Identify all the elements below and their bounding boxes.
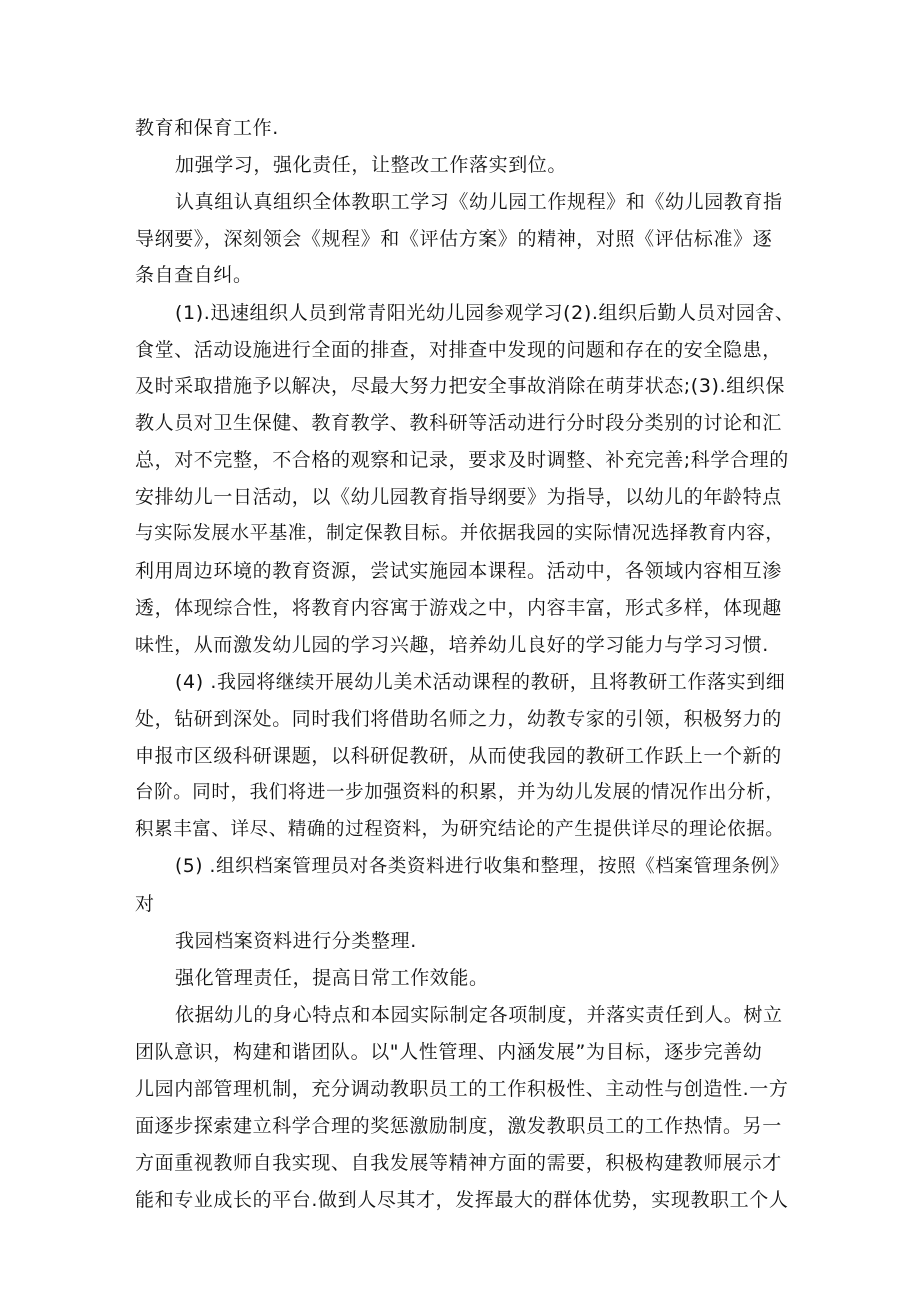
text-line: 对 xyxy=(135,893,155,915)
text-line: 教人员对卫生保健、教育教学、教科研等活动进行分时段分类别的讨论和汇 xyxy=(135,412,782,434)
text-line: 能和专业成长的平台.做到人尽其才，发挥最大的群体优势，实现教职工个人 xyxy=(135,1189,789,1211)
text-line: (1).迅速组织人员到常青阳光幼儿园参观学习(2).组织后勤人员对园舍、 xyxy=(175,302,795,324)
text-line: 味性，从而激发幼儿园的学习兴趣，培养幼儿良好的学习能力与学习习惯. xyxy=(135,634,769,656)
text-line: (5) .组织档案管理员对各类资料进行收集和整理，按照《档案管理条例》 xyxy=(175,856,789,877)
text-line: 总，对不完整，不合格的观察和记录，要求及时调整、补充完善;科学合理的 xyxy=(135,449,789,471)
text-line: 与实际发展水平基准，制定保教目标。并依据我园的实际情况选择教育内容， xyxy=(135,523,785,544)
text-line: 加强学习，强化责任，让整改工作落实到位。 xyxy=(175,154,568,176)
text-line: 依据幼儿的身心特点和本园实际制定各项制度，并落实责任到人。树立 xyxy=(175,1004,783,1026)
text-line: 食堂、活动设施进行全面的排查，对排查中发现的问题和存在的安全隐患， xyxy=(135,339,782,361)
text-line: 面逐步探索建立科学合理的奖惩激励制度，激发教职员工的工作热情。另一 xyxy=(135,1115,782,1137)
text-line: 条自查自纠。 xyxy=(135,264,253,286)
text-line: 处，钻研到深处。同时我们将借助名师之力，幼教专家的引领，积极努力的 xyxy=(135,708,782,730)
text-line: 儿园内部管理机制，充分调动教职员工的工作积极性、主动性与创造性.一方 xyxy=(135,1078,789,1100)
text-line: 透，体现综合性，将教育内容寓于游戏之中，内容丰富，形式多样，体现趣 xyxy=(135,597,782,619)
text-line: 台阶。同时，我们将进一步加强资料的积累，并为幼儿发展的情况作出分析， xyxy=(135,782,785,803)
text-line: 团队意识，构建和谐团队。以"人性管理、内涵发展”为目标，逐步完善幼 xyxy=(135,1041,763,1063)
text-line: 导纲要》，深刻领会《规程》和《评估方案》的精神，对照《评估标准》逐 xyxy=(135,228,773,250)
text-line: 认真组认真组织全体教职工学习《幼儿园工作规程》和《幼儿园教育指 xyxy=(175,191,783,213)
text-line: 及时采取措施予以解决，尽最大努力把安全事故消除在萌芽状态;(3).组织保 xyxy=(135,375,785,397)
text-line: 安排幼儿一日活动，以《幼儿园教育指导纲要》为指导，以幼儿的年龄特点 xyxy=(135,486,782,508)
text-line: (4) .我园将继续开展幼儿美术活动课程的教研，且将教研工作落实到细 xyxy=(175,671,786,693)
text-line: 强化管理责任，提高日常工作效能。 xyxy=(175,967,489,989)
text-line: 教育和保育工作. xyxy=(135,117,279,139)
text-line: 积累丰富、详尽、精确的过程资料，为研究结论的产生提供详尽的理论依据。 xyxy=(135,819,785,840)
text-line: 申报市区级科研课题，以科研促教研，从而使我园的教研工作跃上一个新的 xyxy=(135,745,782,767)
text-line: 我园档案资料进行分类整理. xyxy=(175,930,417,952)
text-line: 利用周边环境的教育资源，尝试实施园本课程。活动中，各领域内容相互渗 xyxy=(135,560,782,582)
text-line: 方面重视教师自我实现、自我发展等精神方面的需要，积极构建教师展示才 xyxy=(135,1152,782,1174)
